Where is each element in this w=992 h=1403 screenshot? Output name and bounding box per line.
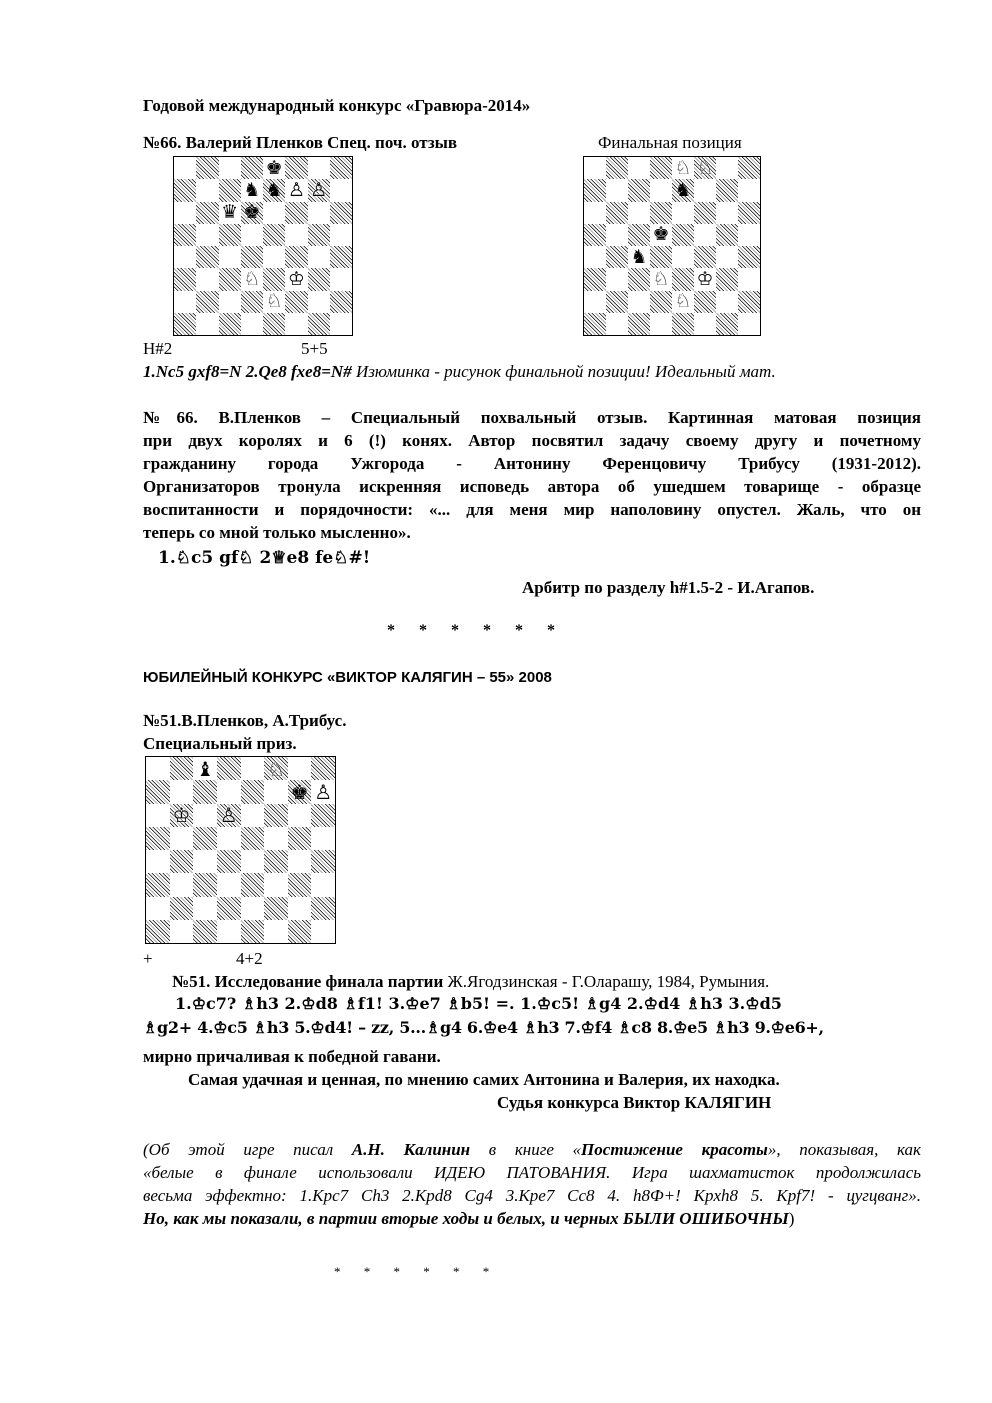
board-square: [217, 827, 241, 850]
board-square: [694, 224, 716, 246]
board-square: [288, 920, 312, 943]
board-square: [694, 202, 716, 224]
board-square: [217, 873, 241, 896]
board-square: [146, 757, 170, 780]
note-paragraph: [143, 1138, 921, 1230]
problem-51-authors: №51.В.Пленков, А.Трибус.: [143, 711, 347, 730]
board-square: [716, 224, 738, 246]
board-square: [330, 246, 352, 268]
white-knight-icon: ♘: [652, 267, 670, 290]
note-line: «белые в финале использовали ИДЕЮ ПАТОВАНИЯ. Игра шахматисток продолжилась: [143, 1163, 921, 1182]
board-square: [285, 157, 307, 179]
board-square: [196, 246, 218, 268]
board-square: [241, 920, 265, 943]
board-square: [694, 291, 716, 313]
note-text: (Об этой игре писал: [143, 1140, 352, 1159]
board-square: [170, 757, 194, 780]
problem-66-header: №66. Валерий Пленков Спец. поч. отзыв: [143, 133, 458, 152]
board-square: [330, 268, 352, 290]
board-square: [330, 291, 352, 313]
white-knight-icon: ♘: [696, 156, 714, 179]
note-author: А.Н. Калинин: [351, 1140, 471, 1159]
board-square: [193, 827, 217, 850]
board-square: [174, 224, 196, 246]
board-square: [716, 202, 738, 224]
board-square: [241, 873, 265, 896]
board-square: [330, 157, 352, 179]
board-square: [606, 157, 628, 179]
board-square: [288, 804, 312, 827]
board-square: [738, 157, 760, 179]
board-square: [146, 827, 170, 850]
board-square: [241, 897, 265, 920]
black-king-icon: ♚: [290, 779, 309, 804]
board-square: [285, 246, 307, 268]
board-square: [308, 268, 330, 290]
board-square: [672, 224, 694, 246]
board-square: [170, 873, 194, 896]
board-square: [170, 850, 194, 873]
board-square: [650, 291, 672, 313]
board-square: [628, 179, 650, 201]
board-square: [219, 179, 241, 201]
board-square: [330, 313, 352, 335]
board-square: [606, 246, 628, 268]
board-square: [288, 873, 312, 896]
final-position-label: Финальная позиция: [598, 133, 742, 152]
board-square: [174, 157, 196, 179]
board-square: [584, 202, 606, 224]
solution-66-moves: 1.Nc5 gxf8=N 2.Qe8 fxe8=N#: [143, 362, 352, 381]
white-knight-icon: ♘: [266, 756, 285, 781]
board-square: [193, 780, 217, 803]
separator-stars: * * * * * *: [387, 622, 565, 639]
board-square: [694, 179, 716, 201]
board-square: [716, 179, 738, 201]
comment-line: гражданину города Ужгорода - Антонину Ференцовичу Трибусу (1931-2012).: [143, 454, 921, 473]
comment-line: теперь со мной только мысленно».: [143, 523, 411, 542]
moves-51-line1: 1.♔c7? ♗h3 2.♔d8 ♗f1! 3.♔e7 ♗b5! =. 1.♔c5! ♗g4 2.♔d4 ♗h3 3.♔d5: [175, 994, 782, 1013]
board-square: [217, 850, 241, 873]
board-square: [308, 157, 330, 179]
board-square: [628, 313, 650, 335]
white-king-icon: ♔: [172, 803, 191, 828]
board-square: [241, 224, 263, 246]
white-king-icon: ♔: [287, 267, 305, 290]
board-square: [196, 179, 218, 201]
board-square: [219, 224, 241, 246]
board-square: [672, 202, 694, 224]
stipulation-51: +: [143, 949, 153, 968]
black-bishop-icon: ♝: [196, 756, 215, 781]
board-square: [241, 313, 263, 335]
black-knight-icon: ♞: [674, 178, 692, 201]
intro-51-bold: №51. Исследование финала партии: [172, 972, 448, 991]
white-pawn-icon: ♙: [310, 178, 328, 201]
board-square: [716, 291, 738, 313]
black-knight-icon: ♞: [243, 178, 261, 201]
board-square: [628, 202, 650, 224]
board-square: [264, 920, 288, 943]
board-square: [738, 202, 760, 224]
board-square: [241, 246, 263, 268]
board-square: [650, 202, 672, 224]
board-square: [311, 897, 335, 920]
black-knight-icon: ♞: [265, 178, 283, 201]
board-square: [241, 757, 265, 780]
note-line: [143, 1207, 921, 1230]
problem-51-award: Специальный приз.: [143, 734, 297, 753]
board-square: [584, 246, 606, 268]
note-book-title: Постижение красоты: [581, 1140, 768, 1159]
board-square: [170, 897, 194, 920]
board-square: [628, 291, 650, 313]
moves-51-line3: мирно причаливая к победной гавани.: [143, 1047, 441, 1066]
board-square: [217, 780, 241, 803]
board-square: [196, 313, 218, 335]
board-square: [193, 920, 217, 943]
board-square: [217, 757, 241, 780]
board-square: [311, 920, 335, 943]
board-square: [174, 246, 196, 268]
note-text: в книге «: [470, 1140, 582, 1159]
board-square: [288, 850, 312, 873]
board-square: [738, 268, 760, 290]
board-square: [196, 157, 218, 179]
solution-66-note: Изюминка - рисунок финальной позиции! Идеальный мат.: [351, 362, 776, 381]
board-square: [311, 757, 335, 780]
board-square: [263, 246, 285, 268]
board-square: [196, 224, 218, 246]
board-square: [264, 873, 288, 896]
board-square: [308, 313, 330, 335]
board-square: [650, 157, 672, 179]
board-square: [628, 157, 650, 179]
board-square: [170, 780, 194, 803]
moves-51-line2: ♗g2+ 4.♔c5 ♗h3 5.♔d4! – zz, 5...♗g4 6.♔e4 ♗h3 7.♔f4 ♗c8 8.♔e5 ♗h3 9.♔e6+,: [143, 1018, 824, 1037]
board-square: [146, 920, 170, 943]
board-square: [584, 268, 606, 290]
board-square: [606, 179, 628, 201]
white-pawn-icon: ♙: [314, 779, 333, 804]
problem-51-header: [143, 711, 346, 731]
board-square: [308, 202, 330, 224]
intro-51: [172, 972, 769, 992]
board-square: [264, 897, 288, 920]
note-line: весьма эффектно: 1.Крс7 Сh3 2.Крd8 Сg4 3.Kpe7 Cc8 4. h8Ф+! Kpxh8 5. Kpf7! - цугцванг».: [143, 1186, 921, 1205]
praise-51: Самая удачная и ценная, по мнению самих Антонина и Валерия, их находка.: [188, 1070, 780, 1089]
board-square: [738, 179, 760, 201]
black-knight-icon: ♞: [630, 245, 648, 268]
board-square: [174, 313, 196, 335]
chess-board-66: [173, 156, 353, 336]
board-square: [146, 804, 170, 827]
white-knight-icon: ♘: [243, 267, 261, 290]
board-square: [716, 246, 738, 268]
board-square: [606, 224, 628, 246]
board-square: [738, 224, 760, 246]
chess-board-51: [145, 756, 336, 944]
board-square: [308, 224, 330, 246]
board-square: [285, 291, 307, 313]
page-title: Годовой международный конкурс «Гравюра-2014»: [143, 96, 531, 115]
board-square: [288, 827, 312, 850]
white-knight-icon: ♘: [674, 290, 692, 313]
board-square: [311, 850, 335, 873]
board-square: [716, 157, 738, 179]
solution-66: [143, 362, 776, 382]
judge-51: Судья конкурса Виктор КАЛЯГИН: [497, 1093, 772, 1112]
board-square: [330, 202, 352, 224]
board-square: [219, 157, 241, 179]
board-square: [174, 202, 196, 224]
board-square: [694, 313, 716, 335]
board-square: [241, 827, 265, 850]
board-square: [264, 850, 288, 873]
board-square: [263, 313, 285, 335]
board-square: [174, 179, 196, 201]
black-king-icon: ♚: [652, 223, 670, 246]
board-square: [146, 897, 170, 920]
board-square: [263, 224, 285, 246]
board-square: [217, 897, 241, 920]
board-square: [628, 224, 650, 246]
board-square: [650, 179, 672, 201]
board-square: [650, 246, 672, 268]
board-square: [146, 850, 170, 873]
board-square: [672, 246, 694, 268]
board-square: [264, 827, 288, 850]
board-square: [217, 920, 241, 943]
board-square: [285, 313, 307, 335]
board-square: [738, 313, 760, 335]
board-square: [288, 897, 312, 920]
board-square: [584, 291, 606, 313]
board-square: [606, 268, 628, 290]
board-square: [285, 224, 307, 246]
board-square: [196, 268, 218, 290]
board-square: [738, 246, 760, 268]
jubilee-contest-title: ЮБИЛЕЙНЫЙ КОНКУРС «ВИКТОР КАЛЯГИН – 55» 2008: [143, 669, 552, 686]
board-square: [311, 827, 335, 850]
board-square: [170, 920, 194, 943]
black-queen-icon: ♛: [221, 201, 239, 224]
board-square: [196, 202, 218, 224]
board-square: [193, 850, 217, 873]
black-king-icon: ♚: [243, 201, 261, 224]
board-square: [716, 313, 738, 335]
board-square: [196, 291, 218, 313]
piece-count-66: 5+5: [301, 339, 328, 358]
board-square: [672, 313, 694, 335]
comment-line: №66. В.Пленков – Специальный похвальный отзыв. Картинная матовая позиция: [143, 408, 921, 427]
stipulation-66: H#2: [143, 339, 173, 358]
board-square: [584, 157, 606, 179]
board-square: [311, 804, 335, 827]
board-square: [584, 313, 606, 335]
black-king-icon: ♚: [265, 156, 283, 179]
board-square: [308, 246, 330, 268]
board-square: [264, 804, 288, 827]
board-square: [241, 157, 263, 179]
chess-board-66-final: [583, 156, 761, 336]
board-square: [694, 246, 716, 268]
note-text: », показывая, как: [767, 1140, 921, 1159]
board-square: [672, 268, 694, 290]
board-square: [606, 202, 628, 224]
board-square: [584, 179, 606, 201]
comment-line: при двух королях и 6 (!) конях. Автор посвятил задачу своему другу и почетному: [143, 431, 921, 450]
board-square: [650, 313, 672, 335]
piece-count-51: 4+2: [236, 949, 263, 968]
separator-stars: * * * * * *: [334, 1264, 500, 1279]
board-square: [219, 246, 241, 268]
arbiter-66: Арбитр по разделу h#1.5-2 - И.Агапов.: [522, 578, 815, 597]
board-square: [174, 268, 196, 290]
figurine-solution-66: 1.♘c5 gf♘ 2♕e8 fe♘#!: [158, 548, 371, 568]
board-square: [193, 804, 217, 827]
note-conclusion: Но, как мы показали, в партии вторые ходы и белых, и черных БЫЛИ ОШИБОЧНЫ: [143, 1209, 789, 1228]
board-square: [219, 268, 241, 290]
board-square: [219, 313, 241, 335]
board-square: [241, 780, 265, 803]
white-pawn-icon: ♙: [219, 803, 238, 828]
board-square: [263, 202, 285, 224]
board-square: [606, 313, 628, 335]
intro-51-rest: Ж.Ягодзинская - Г.Оларашу, 1984, Румыния.: [447, 972, 770, 991]
board-square: [219, 291, 241, 313]
board-square: [241, 291, 263, 313]
board-square: [606, 291, 628, 313]
white-pawn-icon: ♙: [287, 178, 305, 201]
note-line: [143, 1138, 921, 1161]
board-square: [146, 873, 170, 896]
board-square: [716, 268, 738, 290]
board-square: [193, 873, 217, 896]
board-square: [311, 873, 335, 896]
white-king-icon: ♔: [696, 267, 714, 290]
board-square: [241, 804, 265, 827]
comment-66: [143, 406, 921, 544]
board-square: [628, 268, 650, 290]
board-square: [264, 780, 288, 803]
board-square: [263, 268, 285, 290]
board-square: [330, 224, 352, 246]
board-square: [193, 897, 217, 920]
comment-line: Организаторов тронула искренняя исповедь автора об ушедшем товарище - образце: [143, 477, 921, 496]
board-square: [738, 291, 760, 313]
board-square: [241, 850, 265, 873]
note-text: ): [788, 1209, 795, 1228]
board-square: [174, 291, 196, 313]
white-knight-icon: ♘: [265, 290, 283, 313]
board-square: [308, 291, 330, 313]
board-square: [330, 179, 352, 201]
board-square: [170, 827, 194, 850]
board-square: [288, 757, 312, 780]
board-square: [584, 224, 606, 246]
board-square: [285, 202, 307, 224]
white-knight-icon: ♘: [674, 156, 692, 179]
board-square: [146, 780, 170, 803]
comment-line: воспитанности и порядочности: «... для меня мир наполовину опустел. Жаль, что он: [143, 500, 921, 519]
